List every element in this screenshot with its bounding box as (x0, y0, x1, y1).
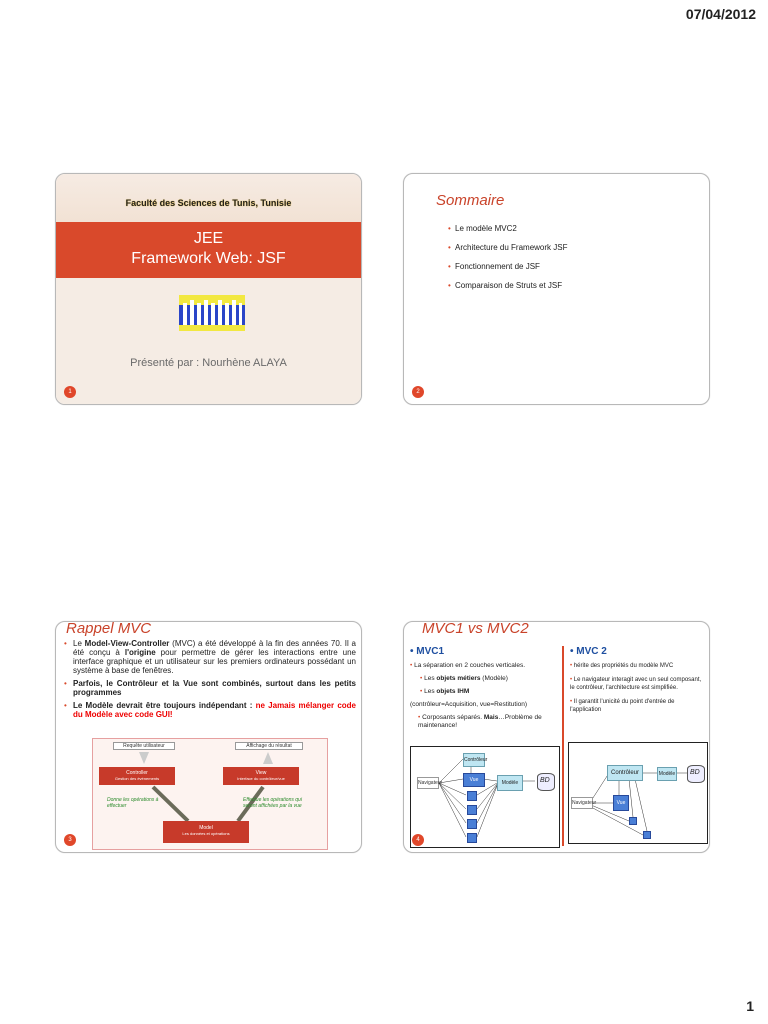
list-item: • Parfois, le Contrôleur et la Vue sont combinés, surtout dans les petits programmes (64, 679, 356, 697)
list-item: • Fonctionnement de JSF (448, 262, 567, 271)
list-item: • Le modèle MVC2 (448, 224, 567, 233)
left-note: Donne les opérations à effectuer (107, 797, 159, 809)
mvc1-column (410, 648, 556, 730)
mvc1-diagram (410, 746, 560, 848)
component-box (629, 817, 637, 825)
database-icon: BD (687, 765, 705, 783)
slide-2 (403, 173, 710, 405)
mvc1-line: • Les objets IHM (420, 688, 470, 695)
page-date: 07/04/2012 (685, 6, 756, 22)
view-box: View Interface du contrôleur/vue (223, 767, 299, 785)
browser-box: Navigateur (571, 797, 593, 809)
presenter: Présenté par : Nourhène ALAYA (130, 357, 287, 369)
slide-number: 2 (412, 386, 424, 398)
column-divider (562, 646, 564, 846)
mvc-diagram (92, 738, 328, 850)
list-item: • Le Model-View-Controller (MVC) a été développé à la fin des années 70. Il a été conçu à l'origine pour permettre de gérer les interactions entre une interface graphique et un utilisateur sur les premiers ordinateurs possédant un système à base de fenêtres. (64, 639, 356, 675)
component-box (643, 831, 651, 839)
mvc1-line: • La séparation en 2 couches verticales. (410, 662, 526, 669)
mvc2-line: • Le navigateur interagit avec un seul composant, le contrôleur, l'architecture est simplifiée. (570, 677, 702, 691)
component-box (467, 833, 477, 843)
list-item: • Comparaison de Struts et JSF (448, 281, 567, 290)
result-label: Affichage du résultat (235, 742, 303, 750)
database-icon: BD (537, 773, 555, 791)
mvc1-line: • Corposants séparés. Mais…Problème de maintenance! (418, 714, 542, 729)
summary-list (448, 224, 567, 300)
faculty-name: Faculté des Sciences de Tunis, Tunisie (125, 198, 292, 208)
slide-title-line1: JEE (193, 230, 224, 247)
mvc2-diagram (568, 742, 708, 844)
mvc2-heading: • MVC 2 (570, 646, 607, 657)
mvc2-line: • hérite des propriétés du modèle MVC (570, 663, 674, 669)
faculty-logo (179, 295, 245, 331)
controller-box: Contrôleur (607, 765, 643, 781)
slide-4 (403, 621, 710, 853)
mvc1-heading: • MVC1 (410, 646, 445, 657)
right-note: Effectue les opérations qui seront affichées par la vue (243, 797, 302, 809)
list-item: • Le Modèle devrait être toujours indépendant : ne Jamais mélanger code du Modèle avec code GUI! (64, 701, 356, 719)
request-label: Requête utilisateur (113, 742, 175, 750)
page-number: 1 (746, 998, 754, 1014)
browser-box: Navigateur (417, 777, 439, 789)
title-band (56, 222, 361, 278)
view-box: Vue (613, 795, 629, 811)
list-item: • Architecture du Framework JSF (448, 243, 567, 252)
mvc1-line: (contrôleur=Acquisition, vue=Restitution) (410, 701, 528, 708)
slide-number: 1 (64, 386, 76, 398)
model-box: Model Les données et opérations (163, 821, 249, 843)
slide-title: Sommaire (436, 192, 505, 209)
component-box (467, 805, 477, 815)
mvc2-line: • Il garantit l'unicité du point d'entrée de l'application (570, 699, 675, 713)
slide-title-line2: Framework Web: JSF (131, 250, 286, 267)
controller-box: Controller Gestion des événements (99, 767, 175, 785)
model-box: Modèle (657, 767, 677, 781)
model-box: Modèle (497, 775, 523, 791)
bullet-list (64, 639, 356, 723)
component-box (467, 819, 477, 829)
slide-1 (55, 173, 362, 405)
slide-3 (55, 621, 362, 853)
slide-number: 3 (64, 834, 76, 846)
mvc1-line: • Les objets métiers (Modèle) (420, 675, 508, 682)
slide-title: MVC1 vs MVC2 (422, 621, 529, 637)
slide-number: 4 (412, 834, 424, 846)
controller-box: Contrôleur (463, 753, 485, 767)
mvc2-connections (569, 743, 707, 843)
slide-title: Rappel MVC (66, 621, 152, 637)
component-box (467, 791, 477, 801)
mvc2-column (570, 648, 704, 714)
view-box: Vue (463, 773, 485, 787)
